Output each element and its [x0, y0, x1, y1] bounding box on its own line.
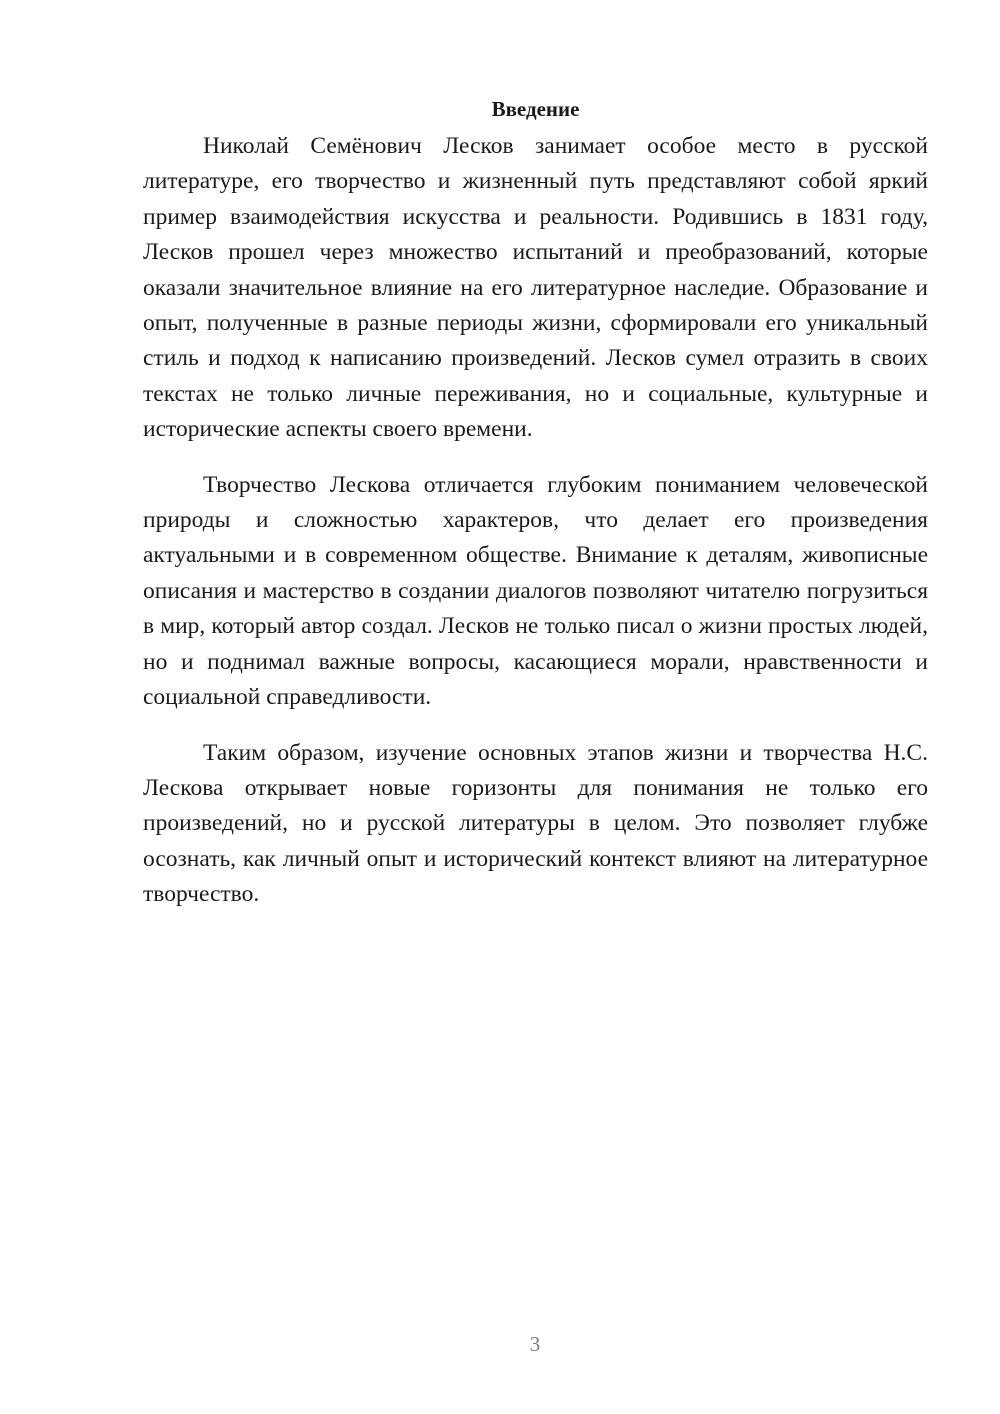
paragraph-3: Таким образом, изучение основных этапов жизни и творчества Н.С. Лескова открывает новые горизонты для понимания не только его произведений, но и русской литературы в целом. Это позволяет глубже осознать, как личный опыт и исторический контекст влияют на литературное творчество.	[143, 739, 928, 908]
page-number: 3	[529, 1332, 541, 1356]
section-heading: Введение	[491, 97, 580, 121]
paragraph-1: Николай Семёнович Лесков занимает особое место в русской литературе, его творчество и жизненный путь представляют собой яркий пример взаимодействия искусства и реальности. Родившись в 1831 году, Лесков прошел через множество испытаний и преобразований, которые оказали значительное влияние на его литературное наследие. Образование и опыт, полученные в разные периоды жизни, сформировали его уникальный стиль и подход к написанию произведений. Лесков сумел отразить в своих текстах не только личные переживания, но и социальные, культурные и исторические аспекты своего времени.	[143, 133, 928, 443]
page-content	[143, 92, 928, 933]
paragraph-2: Творчество Лескова отличается глубоким пониманием человеческой природы и сложностью характеров, что делает его произведения актуальными и в современном обществе. Внимание к деталям, живописные описания и мастерство в создании диалогов позволяют читателю погрузиться в мир, который автор создал. Лесков не только писал о жизни простых людей, но и поднимал важные вопросы, касающиеся морали, нравственности и социальной справедливости.	[143, 471, 928, 711]
